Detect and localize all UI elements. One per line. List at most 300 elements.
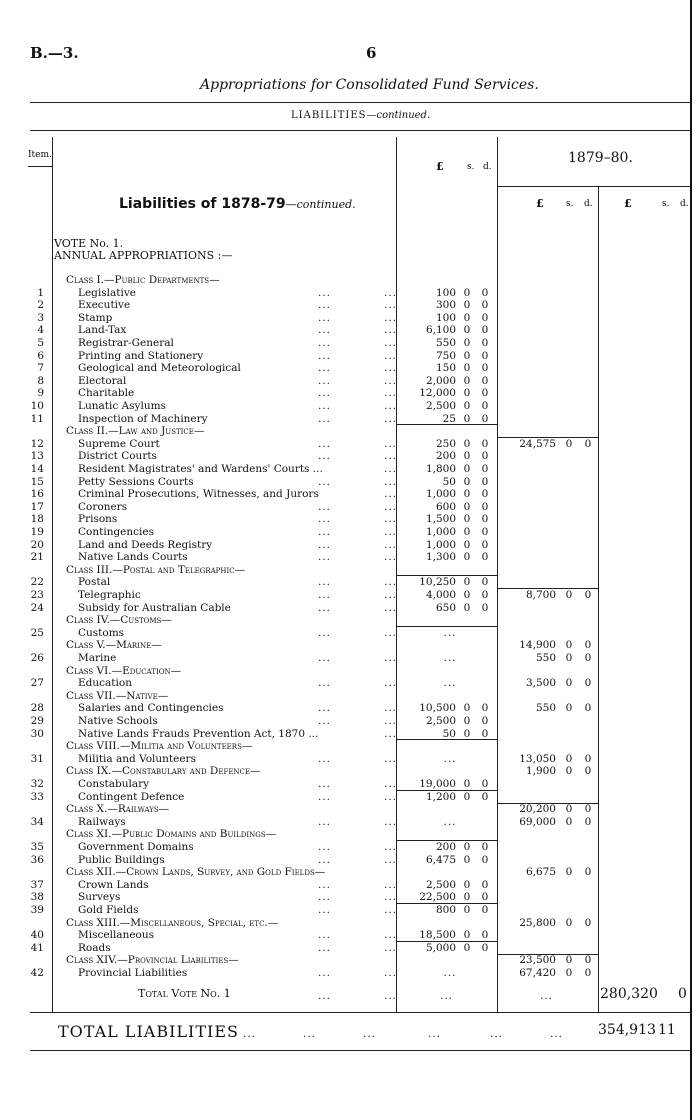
amount-dots: ...: [443, 752, 457, 765]
amount-pounds: 2,500: [425, 400, 456, 412]
amount-dots: ...: [443, 677, 457, 690]
class-heading-row: [0, 765, 700, 778]
item-number: 32: [30, 778, 44, 790]
leader-dots: ...: [384, 715, 398, 727]
amount-shillings: 0: [463, 475, 471, 488]
leader-dots: ...: [318, 475, 332, 488]
item-number: 40: [30, 929, 44, 942]
subtotal-shillings: 0: [565, 677, 573, 690]
amount-pounds: 800: [435, 904, 456, 916]
amount-shillings: 0: [463, 500, 471, 513]
amount-pence: 0: [481, 387, 489, 400]
leader-dots: ...: [318, 601, 332, 614]
page-number: 6: [366, 44, 377, 62]
amount-pence: 0: [481, 941, 489, 954]
item-number: 19: [30, 526, 44, 538]
leader-dots: ...: [384, 702, 398, 715]
item-label: Inspection of Machinery: [78, 412, 208, 425]
item-label: Charitable: [78, 387, 135, 400]
leader-dots: ...: [384, 929, 398, 942]
subtotal-rule: [498, 588, 598, 589]
leader-dots: ...: [318, 286, 332, 299]
item-number: 17: [30, 500, 44, 513]
subtotal-pounds: 67,420: [519, 967, 556, 979]
table-row: [0, 400, 700, 413]
total-liabilities-amount: 354,913: [598, 1022, 656, 1038]
subtotal-pence: 0: [584, 803, 592, 816]
pound-header-3: £: [624, 197, 632, 210]
item-header: Item.: [28, 150, 52, 160]
leader-dots: ...: [318, 652, 332, 664]
amount-pounds: 2,500: [425, 878, 456, 891]
amount-pounds: 25: [442, 412, 456, 425]
leader-dots: ...: [384, 790, 398, 803]
table-row: [0, 450, 700, 463]
item-label: Registrar-General: [78, 337, 174, 349]
item-label: Surveys: [78, 891, 121, 904]
table-row: [0, 602, 700, 615]
leader-dots: ...: [318, 853, 332, 866]
leader-dots: ...: [384, 400, 398, 412]
leader-dots: ...: [318, 752, 332, 765]
subtitle-continued: —continued.: [366, 110, 431, 121]
item-label: Salaries and Contingencies: [78, 702, 224, 715]
amount-pence: 0: [481, 374, 489, 387]
amount-shillings: 0: [463, 538, 471, 551]
leader-dots: ...: [384, 576, 398, 589]
amount-shillings: 0: [463, 513, 471, 526]
table-row: [0, 488, 700, 501]
subtotal-pounds: 1,900: [525, 765, 556, 778]
item-label: Resident Magistrates' and Wardens' Courts ...: [78, 463, 323, 475]
table-row: [0, 967, 700, 980]
leader-dots: ...: [318, 841, 332, 853]
item-label: Railways: [78, 815, 126, 828]
table-row: [0, 576, 700, 589]
item-label: Miscellaneous: [78, 929, 155, 942]
subtotal-pounds: 24,575: [519, 437, 556, 450]
amount-shillings: 0: [463, 853, 471, 866]
class-heading-row: [0, 954, 700, 967]
leader-dots: ...: [318, 929, 332, 942]
subtotal-pence: 0: [584, 639, 592, 652]
amount-pence: 0: [481, 526, 489, 538]
leader-dots: ...: [384, 967, 398, 979]
leader-dots: ...: [384, 727, 398, 740]
amount-pence: 0: [481, 551, 489, 564]
item-number: 13: [30, 450, 44, 463]
leader-dots: ...: [384, 324, 398, 337]
subtotal-shillings: 0: [565, 765, 573, 778]
item-number: 5: [37, 337, 44, 349]
amount-shillings: 0: [463, 878, 471, 891]
leader-dots: ...: [384, 526, 398, 538]
table-row: [0, 476, 700, 489]
class-heading: Class I.—Public Departments—: [66, 274, 220, 286]
amount-pence: 0: [481, 727, 489, 740]
total-vote-amount: 280,320: [600, 986, 658, 1002]
leader-dots: ...: [318, 337, 332, 349]
table-row: [0, 904, 700, 917]
leader-dots: ...: [384, 626, 398, 639]
item-label: Roads: [78, 941, 111, 954]
amount-rule: [397, 739, 497, 740]
amount-pounds: 600: [435, 500, 456, 513]
amount-pence: 0: [481, 324, 489, 337]
amount-shillings: 0: [463, 400, 471, 412]
amount-dots: ...: [443, 626, 457, 639]
amount-shillings: 0: [463, 715, 471, 727]
subtotal-shillings: 0: [565, 866, 573, 879]
amount-pounds: 6,475: [425, 853, 456, 866]
amount-pounds: 4,000: [425, 589, 456, 601]
class-heading: Class VII.—Native—: [66, 689, 169, 702]
section-title-continued: —continued.: [285, 198, 356, 211]
leader-dots: ...: [318, 702, 332, 715]
amount-pounds: 1,500: [425, 513, 456, 526]
amount-pence: 0: [481, 715, 489, 727]
item-label: Provincial Liabilities: [78, 967, 188, 979]
table-row: [0, 652, 700, 665]
table-row: [0, 879, 700, 892]
subtotal-pence: 0: [584, 652, 592, 664]
item-number: 6: [37, 349, 44, 362]
amount-shillings: 0: [463, 526, 471, 538]
subtotal-shillings: 0: [565, 752, 573, 765]
item-label: Geological and Meteorological: [78, 362, 241, 375]
item-number: 38: [30, 891, 44, 904]
shilling-header-3: s.: [662, 199, 670, 209]
amount-shillings: 0: [463, 437, 471, 450]
amount-pounds: 12,000: [419, 387, 456, 400]
amount-shillings: 0: [463, 601, 471, 614]
pound-header: £: [436, 160, 444, 173]
leader-dots: ...: [318, 967, 332, 979]
leader-dots: ...: [384, 475, 398, 488]
leader-dots: ...: [384, 904, 398, 916]
table-row: [0, 312, 700, 325]
amount-shillings: 0: [463, 324, 471, 337]
class-heading-row: [0, 866, 700, 879]
leader-dots: ...: [384, 463, 398, 475]
pence-header-2: d.: [584, 199, 593, 209]
leader-dots: ...: [318, 941, 332, 954]
table-row: [0, 929, 700, 942]
amount-rule: [397, 941, 497, 942]
subtitle-main: LIABILITIES: [291, 110, 367, 121]
leader-dots: ...: [384, 815, 398, 828]
total-vote-dots-1: ...: [318, 990, 332, 1002]
subtotal-shillings: 0: [565, 702, 573, 715]
item-number: 10: [30, 400, 44, 412]
section-title-main: Liabilities of 1878-79: [119, 196, 286, 212]
table-row: [0, 463, 700, 476]
amount-shillings: 0: [463, 463, 471, 475]
subtotal-shillings: 0: [565, 803, 573, 816]
amount-pence: 0: [481, 450, 489, 463]
table-row: [0, 513, 700, 526]
pence-header: d.: [483, 162, 492, 172]
subtotal-pounds: 69,000: [519, 815, 556, 828]
leader-dots: ...: [318, 576, 332, 589]
item-label: Education: [78, 677, 132, 690]
table-row: [0, 501, 700, 514]
amount-pence: 0: [481, 853, 489, 866]
leader-dots: ...: [384, 450, 398, 463]
amount-pence: 0: [481, 349, 489, 362]
total-vote-dots-3: ...: [440, 990, 454, 1002]
table-row: [0, 677, 700, 690]
leader-dots: ...: [384, 412, 398, 425]
item-label: Constabulary: [78, 778, 150, 790]
class-heading: Class XII.—Crown Lands, Survey, and Gold Fields—: [66, 866, 326, 879]
item-label: Printing and Stationery: [78, 349, 204, 362]
leader-dots: ...: [384, 752, 398, 765]
item-label: Government Domains: [78, 841, 194, 853]
amount-pence: 0: [481, 702, 489, 715]
item-number: 22: [30, 576, 44, 589]
subtotal-rule: [498, 954, 598, 955]
table-row: [0, 350, 700, 363]
item-label: Contingent Defence: [78, 790, 185, 803]
subtotal-pounds: 13,050: [519, 752, 556, 765]
subtotal-rule: [498, 803, 598, 804]
item-number: 26: [30, 652, 44, 664]
amount-pounds: 50: [442, 727, 456, 740]
class-heading: Class V.—Marine—: [66, 639, 162, 652]
item-label: Native Lands Courts: [78, 551, 188, 564]
class-heading: Class III.—Postal and Telegraphic—: [66, 563, 246, 576]
table-row: [0, 526, 700, 539]
amount-pence: 0: [481, 286, 489, 299]
item-number: 27: [30, 677, 44, 690]
amount-pence: 0: [481, 362, 489, 375]
amount-pence: 0: [481, 878, 489, 891]
amount-pounds: 5,000: [425, 941, 456, 954]
item-label: Postal: [78, 576, 111, 589]
leader-dots: ...: [318, 362, 332, 375]
class-heading-row: [0, 917, 700, 930]
item-number: 29: [30, 715, 44, 727]
subtotal-pounds: 6,675: [525, 866, 556, 879]
amount-pence: 0: [481, 475, 489, 488]
table-row: [0, 728, 700, 741]
table-row: [0, 438, 700, 451]
item-number: 21: [30, 551, 44, 564]
table-row: [0, 551, 700, 564]
item-number: 36: [30, 853, 44, 866]
amount-pence: 0: [481, 311, 489, 324]
leader-dots: ...: [384, 500, 398, 513]
page-title: Appropriations for Consolidated Fund Services.: [200, 77, 539, 93]
class-heading: Class XI.—Public Domains and Buildings—: [66, 828, 277, 841]
total-vote-label: Total Vote No. 1: [138, 987, 231, 1000]
item-number: 41: [30, 941, 44, 954]
table-row: [0, 375, 700, 388]
amount-shillings: 0: [463, 349, 471, 362]
total-liab-dots-1: ...: [243, 1028, 257, 1040]
amount-pence: 0: [481, 538, 489, 551]
leader-dots: ...: [384, 589, 398, 601]
amount-pence: 0: [481, 929, 489, 942]
item-number: 12: [30, 437, 44, 450]
class-heading-row: [0, 614, 700, 627]
leader-dots: ...: [384, 941, 398, 954]
table-row: [0, 627, 700, 640]
item-number: 15: [30, 475, 44, 488]
item-label: Native Schools: [78, 715, 158, 727]
leader-dots: ...: [318, 324, 332, 337]
leader-dots: ...: [318, 450, 332, 463]
amount-pounds: 10,500: [419, 702, 456, 715]
item-number: 30: [30, 727, 44, 740]
subtotal-pounds: 14,900: [519, 639, 556, 652]
table-row: [0, 287, 700, 300]
subtotal-pounds: 25,800: [519, 916, 556, 929]
amount-pounds: 200: [435, 450, 456, 463]
amount-shillings: 0: [463, 589, 471, 601]
amount-rule: [397, 790, 497, 791]
amount-pounds: 100: [435, 311, 456, 324]
class-heading: Class VIII.—Militia and Volunteers—: [66, 740, 253, 753]
leader-dots: ...: [318, 790, 332, 803]
amount-pence: 0: [481, 790, 489, 803]
item-label: Marine: [78, 652, 117, 664]
subtotal-pence: 0: [584, 815, 592, 828]
amount-pounds: 2,000: [425, 374, 456, 387]
amount-shillings: 0: [463, 311, 471, 324]
subtotal-pence: 0: [584, 702, 592, 715]
subtotal-shillings: 0: [565, 437, 573, 450]
subtotal-shillings: 0: [565, 589, 573, 601]
leader-dots: ...: [318, 299, 332, 312]
item-number: 42: [30, 967, 44, 979]
class-heading: Class X.—Railways—: [66, 803, 170, 816]
item-number: 23: [30, 589, 44, 601]
leader-dots: ...: [318, 311, 332, 324]
amount-pence: 0: [481, 841, 489, 853]
item-number: 14: [30, 463, 44, 475]
amount-pounds: 2,500: [425, 715, 456, 727]
amount-shillings: 0: [463, 891, 471, 904]
subtotal-shillings: 0: [565, 954, 573, 967]
item-number: 1: [37, 286, 44, 299]
subtotal-pence: 0: [584, 752, 592, 765]
amount-pounds: 1,200: [425, 790, 456, 803]
leader-dots: ...: [318, 400, 332, 412]
amount-shillings: 0: [463, 929, 471, 942]
leader-dots: ...: [318, 513, 332, 526]
class-heading-row: [0, 665, 700, 678]
leader-dots: ...: [318, 374, 332, 387]
item-label: Electoral: [78, 374, 127, 387]
table-row: [0, 337, 700, 350]
leader-dots: ...: [318, 551, 332, 564]
item-label: Lunatic Asylums: [78, 400, 166, 412]
table-row: [0, 413, 700, 426]
amount-shillings: 0: [463, 488, 471, 501]
year-header: 1879–80.: [568, 150, 633, 166]
item-label: Militia and Volunteers: [78, 752, 196, 765]
amount-shillings: 0: [463, 387, 471, 400]
amount-dots: ...: [443, 967, 457, 979]
subtotal-pounds: 20,200: [519, 803, 556, 816]
item-number: 37: [30, 878, 44, 891]
amount-pounds: 1,800: [425, 463, 456, 475]
amount-pence: 0: [481, 778, 489, 790]
class-heading-row: [0, 740, 700, 753]
subtotal-pounds: 3,500: [525, 677, 556, 690]
subtotal-pounds: 550: [535, 652, 556, 664]
leader-dots: ...: [318, 891, 332, 904]
subtotal-rule: [498, 437, 598, 438]
amount-pence: 0: [481, 400, 489, 412]
amount-shillings: 0: [463, 337, 471, 349]
amount-pence: 0: [481, 513, 489, 526]
leader-dots: ...: [384, 311, 398, 324]
shilling-header-2: s.: [566, 199, 574, 209]
item-label: Telegraphic: [78, 589, 141, 601]
amount-pounds: 1,300: [425, 551, 456, 564]
table-row: [0, 362, 700, 375]
total-vote-dots-2: ...: [384, 990, 398, 1002]
table-row: [0, 702, 700, 715]
total-vote-dots-4: ...: [540, 990, 554, 1002]
leader-dots: ...: [318, 677, 332, 690]
leader-dots: ...: [318, 626, 332, 639]
leader-dots: ...: [384, 551, 398, 564]
leader-dots: ...: [318, 589, 332, 601]
total-vote-shillings: 0: [678, 986, 687, 1002]
subtotal-shillings: 0: [565, 652, 573, 664]
item-label: Gold Fields: [78, 904, 139, 916]
amount-pounds: 19,000: [419, 778, 456, 790]
right-edge-rule: [690, 0, 692, 1120]
amount-shillings: 0: [463, 904, 471, 916]
table-row: [0, 891, 700, 904]
amount-pence: 0: [481, 412, 489, 425]
amount-shillings: 0: [463, 286, 471, 299]
amount-shillings: 0: [463, 362, 471, 375]
item-number: 8: [37, 374, 44, 387]
amount-pounds: 250: [435, 437, 456, 450]
leader-dots: ...: [318, 815, 332, 828]
total-liab-dots-4: ...: [428, 1028, 442, 1040]
amount-pounds: 200: [435, 841, 456, 853]
leader-dots: ...: [318, 412, 332, 425]
amount-pounds: 100: [435, 286, 456, 299]
vote-heading: VOTE No. 1.: [54, 237, 124, 250]
table-row: [0, 324, 700, 337]
item-label: Land-Tax: [78, 324, 127, 337]
amount-pounds: 300: [435, 299, 456, 312]
bottom-rule: [30, 1050, 690, 1051]
table-row: [0, 539, 700, 552]
amount-shillings: 0: [463, 778, 471, 790]
leader-dots: ...: [384, 286, 398, 299]
leader-dots: ...: [384, 878, 398, 891]
pence-header-3: d.: [680, 199, 689, 209]
item-number: 4: [37, 324, 44, 337]
amount-pounds: 50: [442, 475, 456, 488]
subtotal-pence: 0: [584, 866, 592, 879]
subtotal-pence: 0: [584, 589, 592, 601]
subtotal-pounds: 23,500: [519, 954, 556, 967]
amount-rule: [397, 903, 497, 904]
leader-dots: ...: [384, 513, 398, 526]
amount-shillings: 0: [463, 374, 471, 387]
amount-shillings: 0: [463, 551, 471, 564]
